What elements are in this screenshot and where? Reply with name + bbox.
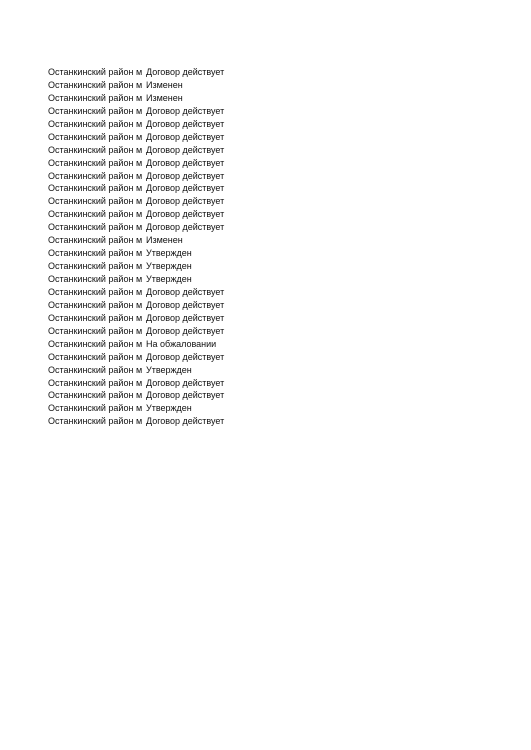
status-cell: Договор действует <box>146 377 225 388</box>
district-cell: Останкинский район м <box>48 261 143 272</box>
status-cell: Договор действует <box>146 312 225 323</box>
district-cell: Останкинский район м <box>48 351 143 362</box>
table-row <box>48 299 308 312</box>
district-cell: Останкинский район м <box>48 157 143 168</box>
district-cell: Останкинский район м <box>48 170 143 181</box>
table-row <box>48 351 308 364</box>
table-row <box>48 377 308 390</box>
status-cell: Договор действует <box>146 351 225 362</box>
district-cell: Останкинский район м <box>48 196 143 207</box>
table-row <box>48 234 308 247</box>
status-cell: Изменен <box>146 235 183 246</box>
table-row <box>48 182 308 195</box>
district-cell: Останкинский район м <box>48 390 143 401</box>
district-cell: Останкинский район м <box>48 403 143 414</box>
district-cell: Останкинский район м <box>48 377 143 388</box>
status-cell: Утвержден <box>146 248 192 259</box>
table-row <box>48 131 308 144</box>
status-cell: Договор действует <box>146 157 225 168</box>
status-cell: Договор действует <box>146 67 225 77</box>
table-row <box>48 338 308 351</box>
table-row <box>48 79 308 92</box>
table-row <box>48 208 308 221</box>
table-row <box>48 325 308 338</box>
district-cell: Останкинский район м <box>48 299 143 310</box>
status-cell: Изменен <box>146 79 183 90</box>
district-cell: Останкинский район м <box>48 183 143 194</box>
district-cell: Останкинский район м <box>48 131 143 142</box>
status-cell: Договор действует <box>146 144 225 155</box>
district-cell: Останкинский район м <box>48 235 143 246</box>
table-row <box>48 170 308 183</box>
status-cell: Договор действует <box>146 196 225 207</box>
status-cell: Договор действует <box>146 299 225 310</box>
district-cell: Останкинский район м <box>48 364 143 375</box>
status-cell: Изменен <box>146 92 183 103</box>
table-row <box>48 221 308 234</box>
status-cell: Утвержден <box>146 403 192 414</box>
status-cell: Договор действует <box>146 170 225 181</box>
table-row <box>48 92 308 105</box>
status-cell: Утвержден <box>146 261 192 272</box>
district-cell: Останкинский район м <box>48 67 143 77</box>
table-row <box>48 312 308 325</box>
table-row <box>48 364 308 377</box>
status-cell: Договор действует <box>146 390 225 401</box>
table-row <box>48 260 308 273</box>
table-row <box>48 389 308 402</box>
table-row <box>48 195 308 208</box>
district-cell: Останкинский район м <box>48 118 143 129</box>
data-rows <box>48 66 308 428</box>
district-cell: Останкинский район м <box>48 248 143 259</box>
district-cell: Останкинский район м <box>48 338 143 349</box>
status-cell: Утвержден <box>146 364 192 375</box>
status-cell: Договор действует <box>146 105 225 116</box>
table-row <box>48 273 308 286</box>
status-cell: Договор действует <box>146 416 225 427</box>
district-cell: Останкинский район м <box>48 92 143 103</box>
status-cell: Договор действует <box>146 118 225 129</box>
status-cell: Договор действует <box>146 183 225 194</box>
district-cell: Останкинский район м <box>48 274 143 284</box>
table-row <box>48 415 308 428</box>
district-cell: Останкинский район м <box>48 144 143 155</box>
status-cell: Договор действует <box>146 131 225 142</box>
table-row <box>48 402 308 415</box>
status-cell: Договор действует <box>146 325 225 336</box>
district-cell: Останкинский район м <box>48 286 143 297</box>
table-row <box>48 247 308 260</box>
status-cell: На обжаловании <box>146 338 217 349</box>
district-cell: Останкинский район м <box>48 209 143 220</box>
district-cell: Останкинский район м <box>48 325 143 336</box>
status-cell: Договор действует <box>146 209 225 220</box>
table-row <box>48 286 308 299</box>
table-row <box>48 66 308 79</box>
district-cell: Останкинский район м <box>48 222 143 233</box>
table-row <box>48 105 308 118</box>
district-cell: Останкинский район м <box>48 79 143 90</box>
table-row <box>48 144 308 157</box>
district-cell: Останкинский район м <box>48 416 143 427</box>
table-row <box>48 157 308 170</box>
status-cell: Договор действует <box>146 286 225 297</box>
district-cell: Останкинский район м <box>48 105 143 116</box>
status-cell: Утвержден <box>146 274 192 284</box>
district-cell: Останкинский район м <box>48 312 143 323</box>
table-row <box>48 118 308 131</box>
status-cell: Договор действует <box>146 222 225 233</box>
